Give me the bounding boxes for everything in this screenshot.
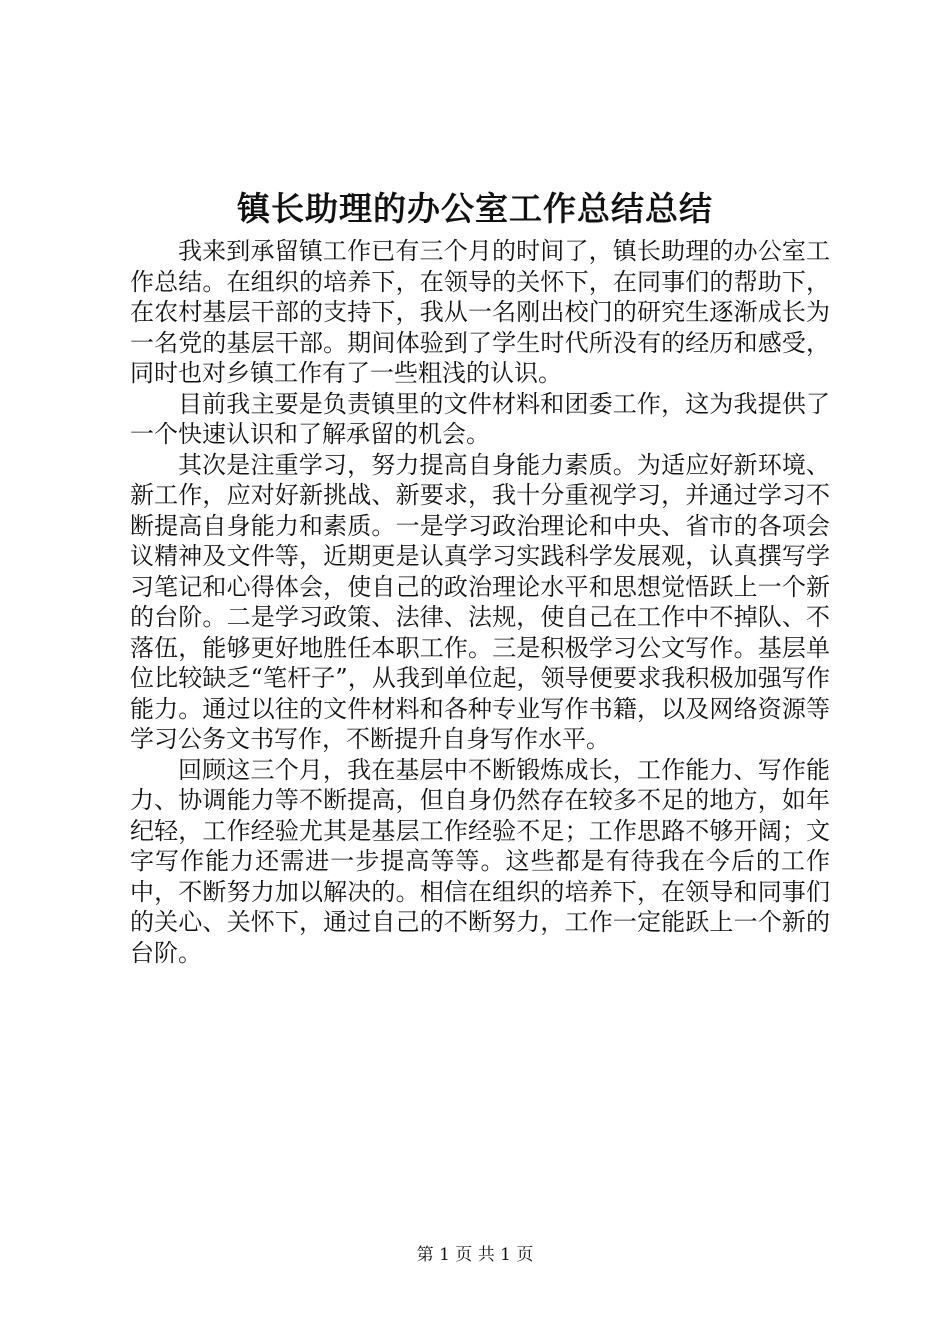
document-title: 镇长助理的办公室工作总结总结 — [237, 189, 713, 228]
paragraph-2: 目前我主要是负责镇里的文件材料和团委工作，这为我提供了一个快速认识和了解承留的机会。 — [130, 389, 830, 448]
document-body — [130, 236, 830, 968]
paragraph-1: 我来到承留镇工作已有三个月的时间了，镇长助理的办公室工作总结。在组织的培养下，在领导的关怀下，在同事们的帮助下，在农村基层干部的支持下，我从一名刚出校门的研究生逐渐成长为一名党的基层干部。期间体验到了学生时代所没有的经历和感受，同时也对乡镇工作有了一些粗浅的认识。 — [130, 237, 830, 387]
paragraph-4: 回顾这三个月，我在基层中不断锻炼成长，工作能力、写作能力、协调能力等不断提高，但自身仍然存在较多不足的地方，如年纪轻，工作经验尤其是基层工作经验不足；工作思路不够开阔；文字写作能力还需进一步提高等等。这些都是有待我在今后的工作中，不断努力加以解决的。相信在组织的培养下，在领导和同事们的关心、关怀下，通过自己的不断努力，工作一定能跃上一个新的台阶。 — [130, 755, 830, 967]
paragraph-3: 其次是注重学习，努力提高自身能力素质。为适应好新环境、新工作，应对好新挑战、新要求，我十分重视学习，并通过学习不断提高自身能力和素质。一是学习政治理论和中央、省市的各项会议精神及文件等，近期更是认真学习实践科学发展观，认真撰写学习笔记和心得体会，使自己的政治理论水平和思想觉悟跃上一个新的台阶。二是学习政策、法律、法规，使自己在工作中不掉队、不落伍，能够更好地胜任本职工作。三是积极学习公文写作。基层单位比较缺乏“笔杆子”，从我到单位起，领导便要求我积极加强写作能力。通过以往的文件材料和各种专业写作书籍，以及网络资源等学习公务文书写作，不断提升自身写作水平。 — [130, 450, 830, 753]
page-footer: 第 1 页 共 1 页 — [416, 1245, 534, 1265]
